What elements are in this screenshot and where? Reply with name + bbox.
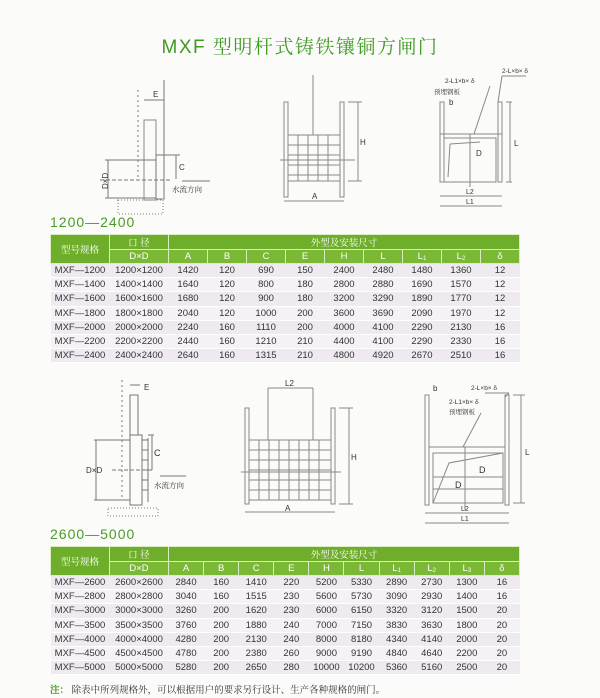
plan-label-l2: L2	[466, 189, 474, 196]
value-cell: 200	[204, 618, 239, 632]
value-cell: 7150	[344, 618, 379, 632]
value-cell: 240	[274, 618, 309, 632]
value-cell: 3040	[169, 590, 204, 604]
value-cell: 210	[286, 349, 325, 363]
column-header: C	[247, 250, 286, 264]
value-cell: 1315	[247, 349, 286, 363]
value-cell: 20	[484, 618, 519, 632]
front-view-diagram-2	[245, 380, 365, 515]
plan-label-d-vert: D	[479, 465, 486, 475]
value-cell: 4920	[364, 349, 403, 363]
table-row	[51, 349, 520, 363]
value-cell: 1300	[449, 576, 484, 590]
value-cell: 3200	[325, 292, 364, 306]
value-cell: 8180	[344, 632, 379, 646]
spec-table-2600-5000	[50, 546, 520, 675]
value-cell: 6000	[309, 604, 344, 618]
model-cell: MXF—3000	[51, 604, 110, 618]
column-header: $L_2$	[414, 562, 449, 576]
value-cell: 1500	[449, 604, 484, 618]
value-cell: 4400	[325, 334, 364, 348]
value-cell: 2840	[169, 576, 204, 590]
value-cell: 3260	[169, 604, 204, 618]
dim-label-l2-front: L2	[285, 379, 294, 388]
value-cell: 4100	[364, 320, 403, 334]
value-cell: 180	[286, 292, 325, 306]
footnote	[50, 682, 385, 696]
value-cell: 3830	[379, 618, 414, 632]
value-cell: 1200×1200	[110, 264, 169, 278]
dim-label-h-2: H	[351, 453, 357, 462]
value-cell: 3690	[364, 306, 403, 320]
table-row	[51, 278, 520, 292]
column-header: H	[325, 250, 364, 264]
model-cell: MXF—3500	[51, 618, 110, 632]
value-cell: 1570	[442, 278, 481, 292]
value-cell: 2510	[442, 349, 481, 363]
value-cell: 16	[481, 349, 520, 363]
table-row	[51, 590, 520, 604]
value-cell: 2480	[364, 264, 403, 278]
plan-label-2l: 2-L×b× δ	[502, 68, 529, 75]
plan-label-embedded-plate: 预埋钢板	[434, 89, 460, 96]
value-cell: 9190	[344, 646, 379, 660]
plan-view-diagram-1	[434, 62, 560, 212]
model-cell: MXF—4500	[51, 646, 110, 660]
value-cell: 1640	[169, 278, 208, 292]
column-header: $L_1$	[379, 562, 414, 576]
table-row	[51, 604, 520, 618]
value-cell: 4800	[325, 349, 364, 363]
header-dimensions: 外型及安装尺寸	[169, 547, 520, 562]
value-cell: 2670	[403, 349, 442, 363]
column-header: L	[344, 562, 379, 576]
value-cell: 4100	[364, 334, 403, 348]
value-cell: 2380	[239, 646, 274, 660]
value-cell: 2330	[442, 334, 481, 348]
value-cell: 120	[208, 306, 247, 320]
value-cell: 1770	[442, 292, 481, 306]
value-cell: 2600×2600	[110, 576, 169, 590]
value-cell: 1000	[247, 306, 286, 320]
column-header: L	[364, 250, 403, 264]
table-row	[51, 632, 520, 646]
table-row	[51, 292, 520, 306]
value-cell: 800	[247, 278, 286, 292]
value-cell: 2640	[169, 349, 208, 363]
value-cell: 1410	[239, 576, 274, 590]
header-bore: 口 径	[110, 235, 169, 250]
value-cell: 2650	[239, 661, 274, 675]
value-cell: 200	[204, 646, 239, 660]
dim-label-h: H	[360, 138, 366, 147]
value-cell: 3290	[364, 292, 403, 306]
value-cell: 210	[286, 334, 325, 348]
value-cell: 2930	[414, 590, 449, 604]
value-cell: 2000×2000	[110, 320, 169, 334]
value-cell: 12	[481, 306, 520, 320]
value-cell: 4500×4500	[110, 646, 169, 660]
value-cell: 230	[274, 604, 309, 618]
plan-label-b: b	[449, 98, 454, 107]
model-cell: MXF—2000	[51, 320, 110, 334]
side-section-diagram-1	[100, 80, 230, 210]
value-cell: 180	[286, 278, 325, 292]
column-header: δ	[484, 562, 519, 576]
value-cell: 240	[274, 632, 309, 646]
value-cell: 2200×2200	[110, 334, 169, 348]
table-row	[51, 320, 520, 334]
plan-label-d: D	[476, 149, 482, 158]
plan-view-diagram-2	[425, 385, 545, 525]
value-cell: 4000	[325, 320, 364, 334]
value-cell: 2400	[325, 264, 364, 278]
value-cell: 200	[204, 604, 239, 618]
column-header: A	[169, 562, 204, 576]
value-cell: 2440	[169, 334, 208, 348]
column-header: δ	[481, 250, 520, 264]
value-cell: 8000	[309, 632, 344, 646]
value-cell: 1110	[247, 320, 286, 334]
value-cell: 10000	[309, 661, 344, 675]
value-cell: 120	[208, 278, 247, 292]
value-cell: 1400×1400	[110, 278, 169, 292]
value-cell: 16	[484, 576, 519, 590]
value-cell: 1620	[239, 604, 274, 618]
value-cell: 3000×3000	[110, 604, 169, 618]
value-cell: 5360	[379, 661, 414, 675]
value-cell: 20	[484, 632, 519, 646]
value-cell: 16	[481, 320, 520, 334]
model-cell: MXF—1800	[51, 306, 110, 320]
value-cell: 6150	[344, 604, 379, 618]
section-title-2600-5000: 2600—5000	[50, 526, 136, 542]
model-cell: MXF—1200	[51, 264, 110, 278]
model-cell: MXF—2200	[51, 334, 110, 348]
value-cell: 20	[484, 661, 519, 675]
value-cell: 2730	[414, 576, 449, 590]
spec-table-1200-2400	[50, 234, 520, 363]
column-header: D×D	[110, 250, 169, 264]
value-cell: 4000×4000	[110, 632, 169, 646]
value-cell: 2500	[449, 661, 484, 675]
table-row	[51, 576, 520, 590]
value-cell: 1210	[247, 334, 286, 348]
value-cell: 20	[484, 646, 519, 660]
value-cell: 260	[274, 646, 309, 660]
value-cell: 900	[247, 292, 286, 306]
value-cell: 1515	[239, 590, 274, 604]
front-view-diagram-1	[280, 75, 400, 210]
table-row	[51, 264, 520, 278]
value-cell: 3500×3500	[110, 618, 169, 632]
column-header: A	[169, 250, 208, 264]
value-cell: 5280	[169, 661, 204, 675]
plan-label-l1: L1	[466, 199, 474, 206]
value-cell: 5730	[344, 590, 379, 604]
header-model: 型号规格	[51, 235, 110, 264]
value-cell: 2090	[403, 306, 442, 320]
column-header: $L_3$	[449, 562, 484, 576]
value-cell: 3320	[379, 604, 414, 618]
column-header: H	[309, 562, 344, 576]
value-cell: 160	[208, 334, 247, 348]
value-cell: 220	[274, 576, 309, 590]
value-cell: 12	[481, 292, 520, 306]
plan-label-2l1: 2-L1×b× δ	[445, 78, 475, 85]
side-section-diagram-2	[86, 380, 222, 515]
value-cell: 1360	[442, 264, 481, 278]
plan-label-l1-2: L1	[461, 516, 469, 523]
value-cell: 280	[274, 661, 309, 675]
dim-label-a: A	[312, 192, 318, 201]
model-cell: MXF—2800	[51, 590, 110, 604]
model-cell: MXF—4000	[51, 632, 110, 646]
value-cell: 9000	[309, 646, 344, 660]
plan-label-d-horiz: D	[455, 480, 462, 490]
value-cell: 5160	[414, 661, 449, 675]
plan-label-l2-2: L2	[461, 506, 469, 513]
plan-label-l-2: L	[525, 448, 530, 457]
value-cell: 3600	[325, 306, 364, 320]
column-header: $L_1$	[403, 250, 442, 264]
value-cell: 4280	[169, 632, 204, 646]
plan-label-b-2: b	[433, 384, 438, 393]
model-cell: MXF—1400	[51, 278, 110, 292]
value-cell: 1800×1800	[110, 306, 169, 320]
value-cell: 5330	[344, 576, 379, 590]
value-cell: 3120	[414, 604, 449, 618]
value-cell: 1600×1600	[110, 292, 169, 306]
dim-label-e-2: E	[144, 383, 150, 392]
value-cell: 200	[204, 632, 239, 646]
value-cell: 4140	[414, 632, 449, 646]
model-cell: MXF—2600	[51, 576, 110, 590]
value-cell: 200	[286, 306, 325, 320]
dim-label-a-2: A	[285, 504, 291, 513]
header-dimensions: 外型及安装尺寸	[169, 235, 520, 250]
value-cell: 1890	[403, 292, 442, 306]
value-cell: 2130	[442, 320, 481, 334]
footnote-label: 注：	[50, 685, 70, 696]
value-cell: 2290	[403, 320, 442, 334]
value-cell: 7000	[309, 618, 344, 632]
table-row	[51, 618, 520, 632]
value-cell: 4640	[414, 646, 449, 660]
value-cell: 16	[484, 590, 519, 604]
dim-label-dxd-2: D×D	[86, 466, 103, 475]
value-cell: 3760	[169, 618, 204, 632]
value-cell: 5600	[309, 590, 344, 604]
value-cell: 4340	[379, 632, 414, 646]
value-cell: 2200	[449, 646, 484, 660]
value-cell: 3090	[379, 590, 414, 604]
value-cell: 2000	[449, 632, 484, 646]
value-cell: 160	[204, 590, 239, 604]
value-cell: 690	[247, 264, 286, 278]
value-cell: 1690	[403, 278, 442, 292]
value-cell: 2800×2800	[110, 590, 169, 604]
table-row	[51, 306, 520, 320]
value-cell: 230	[274, 590, 309, 604]
value-cell: 2290	[403, 334, 442, 348]
footnote-text: 除表中所列规格外，可以根据用户的要求另行设计、生产各种规格的闸门。	[71, 685, 386, 696]
value-cell: 160	[208, 349, 247, 363]
value-cell: 150	[286, 264, 325, 278]
model-cell: MXF—2400	[51, 349, 110, 363]
plan-label-2l-2: 2-L×b× δ	[471, 385, 498, 392]
model-cell: MXF—5000	[51, 661, 110, 675]
value-cell: 2130	[239, 632, 274, 646]
table-row	[51, 334, 520, 348]
value-cell: 160	[208, 320, 247, 334]
value-cell: 160	[204, 576, 239, 590]
value-cell: 12	[481, 264, 520, 278]
header-model: 型号规格	[51, 547, 110, 576]
value-cell: 1420	[169, 264, 208, 278]
plan-label-2l1-2: 2-L1×b× δ	[449, 399, 479, 406]
value-cell: 200	[204, 661, 239, 675]
value-cell: 1970	[442, 306, 481, 320]
value-cell: 5000×5000	[110, 661, 169, 675]
column-header: C	[239, 562, 274, 576]
value-cell: 1480	[403, 264, 442, 278]
value-cell: 2400×2400	[110, 349, 169, 363]
value-cell: 120	[208, 292, 247, 306]
value-cell: 1800	[449, 618, 484, 632]
value-cell: 2240	[169, 320, 208, 334]
value-cell: 1680	[169, 292, 208, 306]
value-cell: 10200	[344, 661, 379, 675]
column-header: B	[204, 562, 239, 576]
dim-label-dxd: D×D	[101, 172, 110, 189]
flow-direction-label: 水流方向	[172, 185, 202, 194]
value-cell: 120	[208, 264, 247, 278]
value-cell: 12	[481, 278, 520, 292]
plan-label-embedded-plate-2: 预埋钢板	[449, 409, 475, 416]
value-cell: 2800	[325, 278, 364, 292]
section-title-1200-2400: 1200—2400	[50, 214, 136, 230]
value-cell: 3630	[414, 618, 449, 632]
page-title: MXF 型明杆式铸铁镶铜方闸门	[161, 37, 439, 58]
dim-label-c: C	[179, 163, 185, 172]
value-cell: 4840	[379, 646, 414, 660]
value-cell: 2040	[169, 306, 208, 320]
dim-label-c-2: C	[154, 448, 161, 458]
table-row	[51, 661, 520, 675]
value-cell: 4780	[169, 646, 204, 660]
column-header: $L_2$	[442, 250, 481, 264]
value-cell: 1880	[239, 618, 274, 632]
value-cell: 1400	[449, 590, 484, 604]
column-header: E	[274, 562, 309, 576]
value-cell: 20	[484, 604, 519, 618]
column-header: B	[208, 250, 247, 264]
column-header: E	[286, 250, 325, 264]
plan-label-l: L	[514, 139, 519, 148]
flow-direction-label-2: 水流方向	[154, 481, 184, 490]
value-cell: 5200	[309, 576, 344, 590]
value-cell: 2880	[364, 278, 403, 292]
model-cell: MXF—1600	[51, 292, 110, 306]
column-header: D×D	[110, 562, 169, 576]
value-cell: 2890	[379, 576, 414, 590]
dim-label-e: E	[153, 90, 159, 99]
table-row	[51, 646, 520, 660]
value-cell: 16	[481, 334, 520, 348]
header-bore: 口 径	[110, 547, 169, 562]
value-cell: 200	[286, 320, 325, 334]
